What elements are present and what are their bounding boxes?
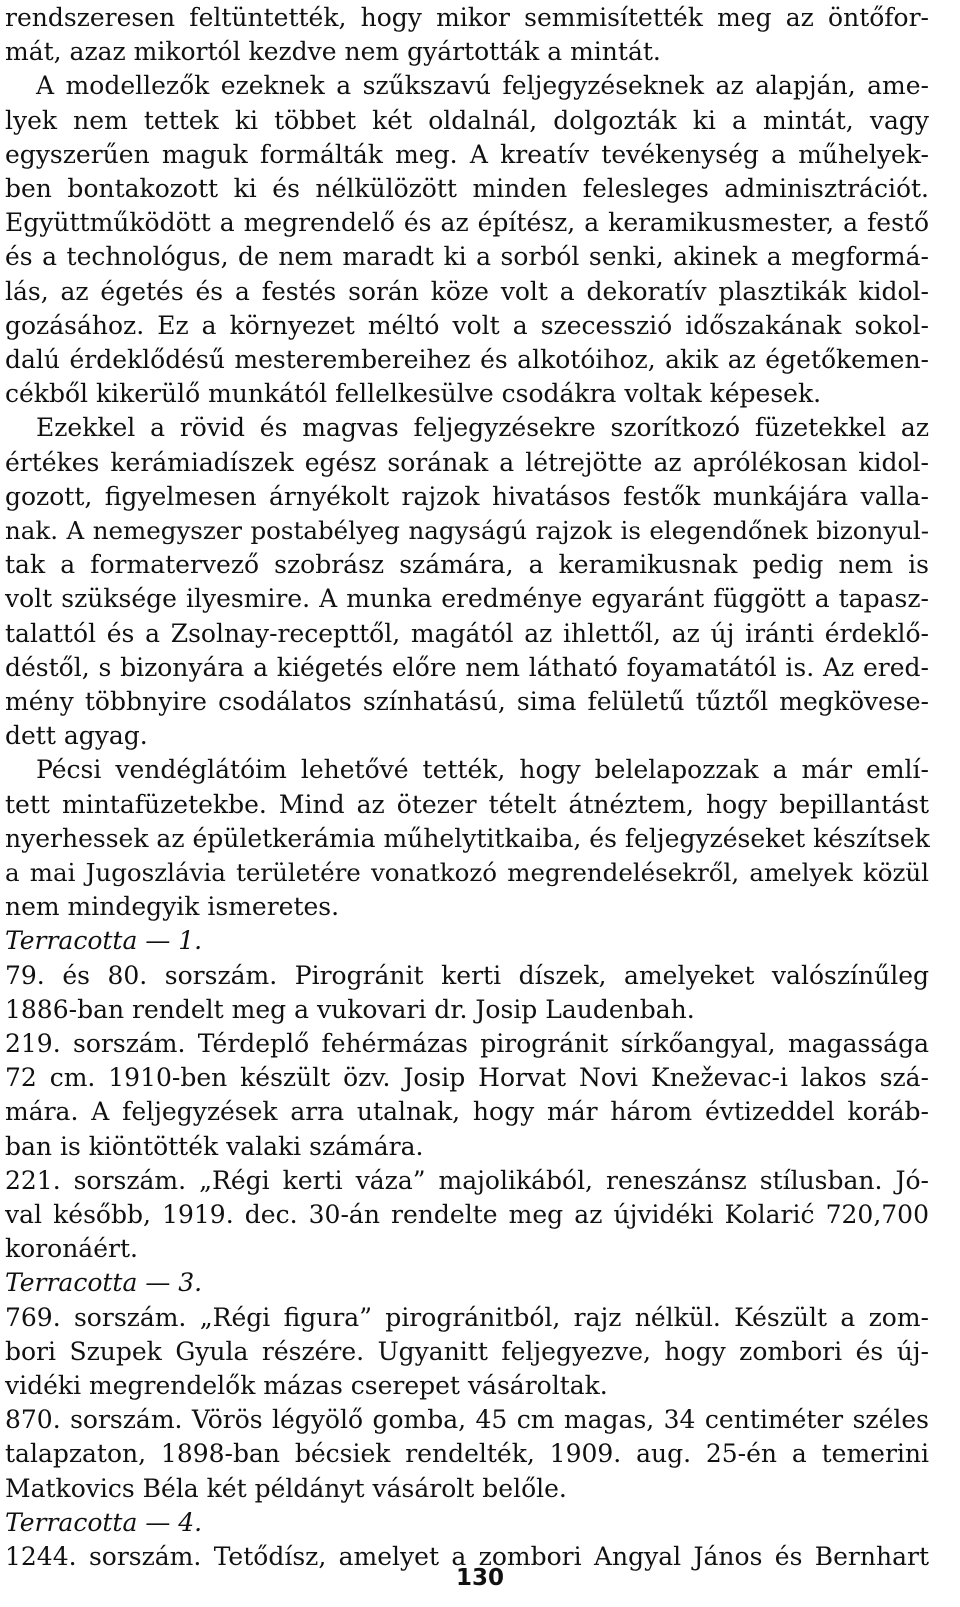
text-line: egyszerűen maguk formálták meg. A kreatív tevékenység a műhelyek-	[5, 139, 929, 169]
section-heading: Terracotta — 4.	[5, 1507, 203, 1537]
text-line: A modellezők ezeknek a szűkszavú feljegyzéseknek az alapján, ame-	[36, 71, 929, 101]
text-line: 1886-ban rendelt meg a vukovari dr. Josip Laudenbah.	[5, 994, 695, 1024]
text-line: lás, az égetés és a festés során köze volt a dekoratív plasztikák kidol-	[5, 276, 929, 306]
text-line: mény többnyire csodálatos színhatású, sima felületű tűztől megkövese-	[5, 687, 929, 716]
text-line: cékből kikerülő munkától fellelkesülve csodákra voltak képesek.	[5, 379, 822, 409]
text-line: a mai Jugoszlávia területére vonatkozó megrendelésekről, amelyek közül	[5, 858, 929, 887]
text-line: tett mintafüzetekbe. Mind az ötezer tételt átnéztem, hogy bepillantást	[5, 789, 929, 819]
text-line: rendszeresen feltüntették, hogy mikor semmisítették meg az öntőfor-	[5, 3, 929, 32]
text-line: déstől, s bizonyára a kiégetés előre nem látható foyamatától is. Az ered-	[5, 652, 929, 682]
section-heading: Terracotta — 1.	[5, 926, 203, 956]
text-line: ban is kiöntötték valaki számára.	[5, 1131, 424, 1161]
page-number: 130	[455, 1565, 504, 1591]
text-line: tak a formatervező szobrász számára, a keramikusnak pedig nem is	[5, 550, 929, 580]
text-line: 1244. sorszám. Tetődísz, amelyet a zombori Angyal János és Bernhart	[5, 1542, 929, 1571]
text-line: mát, azaz mikortól kezdve nem gyártották a mintát.	[5, 37, 661, 67]
text-line: 221. sorszám. „Régi kerti váza” majolikából, reneszánsz stílusban. Jó-	[5, 1165, 929, 1195]
text-line: nem mindegyik ismeretes.	[5, 892, 340, 922]
text-line: 219. sorszám. Térdeplő fehérmázas pirogránit sírkőangyal, magassága	[5, 1029, 929, 1058]
text-line: és a technológus, de nem maradt ki a sorból senki, akinek a megformá-	[5, 242, 929, 272]
text-line: gozott, figyelmesen árnyékolt rajzok hivatásos festők munkájára valla-	[5, 481, 929, 511]
text-line: dett agyag.	[5, 721, 148, 751]
text-line: értékes kerámiadíszek egész sorának a létrejötte az aprólékosan kidol-	[5, 447, 929, 477]
text-line: talapzaton, 1898-ban bécsiek rendelték, 1909. aug. 25-én a temerini	[5, 1439, 929, 1469]
section-heading: Terracotta — 3.	[5, 1268, 203, 1298]
text-line: vidéki megrendelők mázas cserepet vásároltak.	[5, 1371, 608, 1400]
text-line: ben bontakozott ki és nélkülözött minden felesleges adminisztrációt.	[5, 174, 929, 203]
text-line: nyerhessek az épületkerámia műhelytitkaiba, és feljegyzéseket készítsek	[5, 823, 930, 853]
text-line: gozásához. Ez a környezet méltó volt a szecesszió időszakának sokol-	[5, 310, 929, 340]
text-line: dalú érdeklődésű mesterembereihez és alkotóihoz, akik az égetőkemen-	[5, 345, 929, 374]
text-line: bori Szupek Gyula részére. Ugyanitt feljegyezve, hogy zombori és új-	[5, 1336, 929, 1366]
text-line: Pécsi vendéglátóim lehetővé tették, hogy belelapozzak a már emlí-	[36, 755, 929, 785]
text-line: Együttműködött a megrendelő és az építész, a keramikusmester, a festő	[5, 208, 929, 238]
text-line: 870. sorszám. Vörös légyölő gomba, 45 cm magas, 34 centiméter széles	[5, 1405, 929, 1435]
text-line: 769. sorszám. „Régi figura” pirogránitból, rajz nélkül. Készült a zom-	[5, 1302, 929, 1332]
text-line: volt szüksége ilyesmire. A munka eredménye egyaránt függött a tapasz-	[5, 584, 929, 614]
text-line: Ezekkel a rövid és magvas feljegyzésekre szorítkozó füzetekkel az	[36, 413, 929, 443]
text-line: lyek nem tettek ki többet két oldalnál, dolgozták ki a mintát, vagy	[5, 105, 929, 135]
text-line: mára. A feljegyzések arra utalnak, hogy már három évtizeddel koráb-	[5, 1097, 929, 1127]
text-line: 79. és 80. sorszám. Pirogránit kerti díszek, amelyeket valószínűleg	[5, 960, 929, 990]
text-line: nak. A nemegyszer postabélyeg nagyságú rajzok is elegendőnek bizonyul-	[5, 516, 929, 545]
text-line: talattól és a Zsolnay-recepttől, magától az ihlettől, az új iránti érdeklő-	[5, 618, 929, 648]
text-line: val később, 1919. dec. 30-án rendelte meg az újvidéki Kolarić 720,700	[5, 1200, 929, 1229]
text-line: Matkovics Béla két példányt vásárolt belőle.	[5, 1473, 567, 1503]
text-line: 72 cm. 1910-ben készült özv. Josip Horvat Novi Kneževac-i lakos szá-	[5, 1063, 929, 1093]
text-line: koronáért.	[5, 1234, 138, 1264]
